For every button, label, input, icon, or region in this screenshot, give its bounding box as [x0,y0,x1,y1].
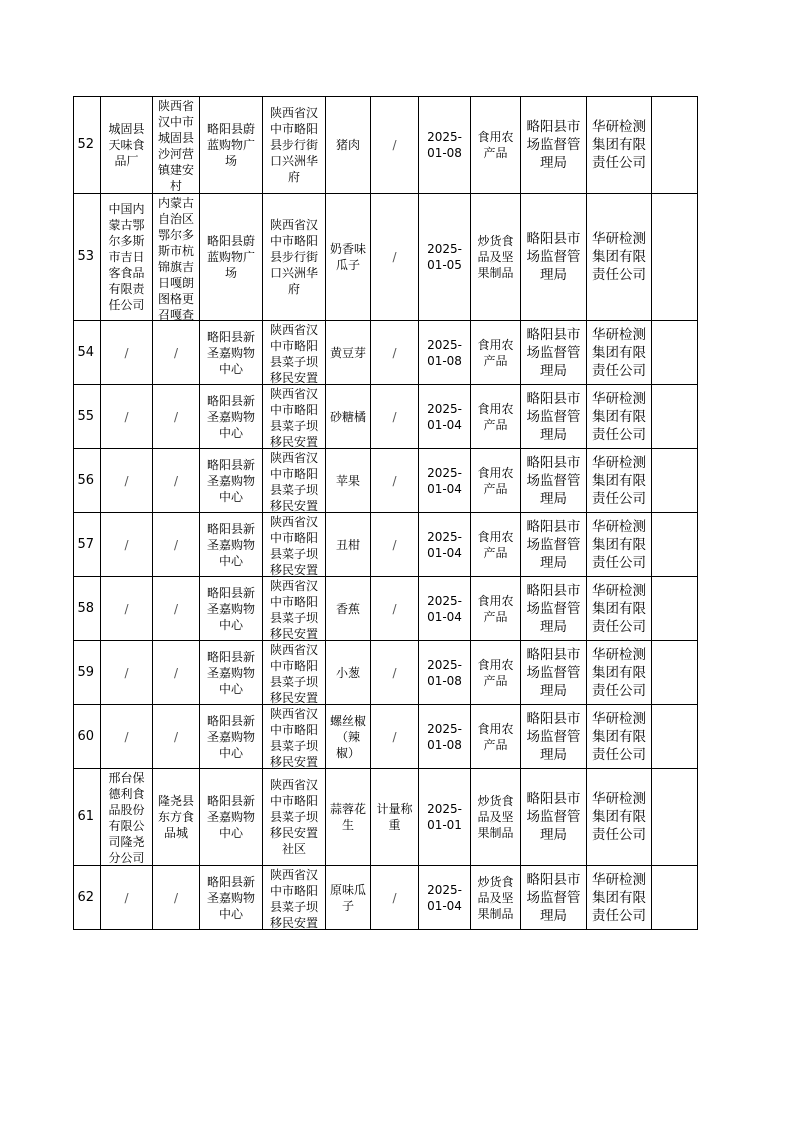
inspection-agency-cell: 华研检测集团有限责任公司 [587,97,652,194]
row-number-cell: 55 [74,385,101,449]
manufacturer-address-cell: / [153,705,200,769]
sampled-unit-address-cell: 陕西省汉中市略阳县菜子坝移民安置 [263,705,326,769]
sampled-unit-name-cell: 略阳县蔚蓝购物广场 [200,194,263,321]
manufacturer-address-cell: / [153,641,200,705]
sampled-unit-name-cell: 略阳县新圣嘉购物中心 [200,641,263,705]
sampled-unit-address-cell: 陕西省汉中市略阳县步行街口兴洲华府 [263,97,326,194]
row-number-cell: 61 [74,769,101,866]
specification-cell: / [371,97,419,194]
specification-cell: / [371,866,419,930]
table-row [74,513,698,577]
table-row [74,769,698,866]
sampled-unit-name-cell: 略阳县新圣嘉购物中心 [200,577,263,641]
specification-cell: 计量称重 [371,769,419,866]
food-category-cell: 食用农产品 [471,385,521,449]
inspection-agency-cell: 华研检测集团有限责任公司 [587,513,652,577]
food-category-cell: 食用农产品 [471,449,521,513]
task-source-cell: 略阳县市场监督管理局 [521,97,587,194]
sampling-table [73,96,698,930]
manufacturer-name-cell: / [101,385,153,449]
row-number-cell: 54 [74,321,101,385]
production-date-cell: 2025-01-08 [419,641,471,705]
manufacturer-name-cell: 中国内蒙古鄂尔多斯市吉日客食品有限责任公司 [101,194,153,321]
row-number-cell: 62 [74,866,101,930]
specification-cell: / [371,705,419,769]
inspection-agency-cell: 华研检测集团有限责任公司 [587,769,652,866]
sample-name-cell: 香蕉 [326,577,371,641]
table-body [74,97,698,930]
manufacturer-address-cell: / [153,577,200,641]
production-date-cell: 2025-01-01 [419,769,471,866]
specification-cell: / [371,513,419,577]
row-number-cell: 52 [74,97,101,194]
inspection-agency-cell: 华研检测集团有限责任公司 [587,449,652,513]
production-date-cell: 2025-01-05 [419,194,471,321]
production-date-cell: 2025-01-04 [419,577,471,641]
manufacturer-address-cell: / [153,866,200,930]
row-number-cell: 56 [74,449,101,513]
food-category-cell: 食用农产品 [471,641,521,705]
manufacturer-address-cell: / [153,449,200,513]
manufacturer-name-cell: 城固县天味食品厂 [101,97,153,194]
table-row [74,449,698,513]
sampled-unit-address-cell: 陕西省汉中市略阳县菜子坝移民安置社区 [263,769,326,866]
sampled-unit-address-cell: 陕西省汉中市略阳县菜子坝移民安置 [263,321,326,385]
manufacturer-name-cell: / [101,866,153,930]
sampled-unit-name-cell: 略阳县新圣嘉购物中心 [200,866,263,930]
task-source-cell: 略阳县市场监督管理局 [521,385,587,449]
sampled-unit-address-cell: 陕西省汉中市略阳县步行街口兴洲华府 [263,194,326,321]
manufacturer-address-cell: / [153,321,200,385]
production-date-cell: 2025-01-04 [419,513,471,577]
food-category-cell: 食用农产品 [471,513,521,577]
production-date-cell: 2025-01-08 [419,97,471,194]
task-source-cell: 略阳县市场监督管理局 [521,705,587,769]
sampled-unit-name-cell: 略阳县新圣嘉购物中心 [200,513,263,577]
sampled-unit-name-cell: 略阳县新圣嘉购物中心 [200,385,263,449]
sampled-unit-address-cell: 陕西省汉中市略阳县菜子坝移民安置 [263,513,326,577]
production-date-cell: 2025-01-04 [419,385,471,449]
table-row [74,866,698,930]
manufacturer-address-cell: 陕西省汉中市城固县沙河营镇建安村 [153,97,200,194]
inspection-agency-cell: 华研检测集团有限责任公司 [587,577,652,641]
food-category-cell: 食用农产品 [471,321,521,385]
food-category-cell: 炒货食品及坚果制品 [471,194,521,321]
table-row [74,577,698,641]
production-date-cell: 2025-01-08 [419,321,471,385]
sample-name-cell: 丑柑 [326,513,371,577]
sampled-unit-name-cell: 略阳县新圣嘉购物中心 [200,705,263,769]
table-row [74,385,698,449]
manufacturer-name-cell: / [101,321,153,385]
production-date-cell: 2025-01-04 [419,866,471,930]
sampled-unit-address-cell: 陕西省汉中市略阳县菜子坝移民安置 [263,577,326,641]
sample-name-cell: 黄豆芽 [326,321,371,385]
row-number-cell: 60 [74,705,101,769]
sample-name-cell: 螺丝椒（辣椒） [326,705,371,769]
task-source-cell: 略阳县市场监督管理局 [521,577,587,641]
manufacturer-name-cell: / [101,641,153,705]
food-category-cell: 炒货食品及坚果制品 [471,769,521,866]
inspection-agency-cell: 华研检测集团有限责任公司 [587,641,652,705]
row-number-cell: 58 [74,577,101,641]
sampled-unit-address-cell: 陕西省汉中市略阳县菜子坝移民安置 [263,866,326,930]
manufacturer-name-cell: / [101,513,153,577]
remarks-cell [652,705,698,769]
manufacturer-address-cell: 隆尧县东方食品城 [153,769,200,866]
task-source-cell: 略阳县市场监督管理局 [521,321,587,385]
sample-name-cell: 原味瓜子 [326,866,371,930]
remarks-cell [652,385,698,449]
remarks-cell [652,449,698,513]
task-source-cell: 略阳县市场监督管理局 [521,866,587,930]
sample-name-cell: 砂糖橘 [326,385,371,449]
manufacturer-name-cell: / [101,449,153,513]
sampled-unit-name-cell: 略阳县新圣嘉购物中心 [200,321,263,385]
sampled-unit-address-cell: 陕西省汉中市略阳县菜子坝移民安置 [263,449,326,513]
manufacturer-name-cell: 邢台保德利食品股份有限公司隆尧分公司 [101,769,153,866]
production-date-cell: 2025-01-04 [419,449,471,513]
sampled-unit-name-cell: 略阳县新圣嘉购物中心 [200,769,263,866]
inspection-agency-cell: 华研检测集团有限责任公司 [587,385,652,449]
manufacturer-address-cell: / [153,513,200,577]
specification-cell: / [371,641,419,705]
food-category-cell: 食用农产品 [471,705,521,769]
table-row [74,705,698,769]
row-number-cell: 59 [74,641,101,705]
specification-cell: / [371,385,419,449]
sampled-unit-name-cell: 略阳县蔚蓝购物广场 [200,97,263,194]
food-category-cell: 炒货食品及坚果制品 [471,866,521,930]
remarks-cell [652,194,698,321]
specification-cell: / [371,449,419,513]
table-row [74,321,698,385]
table-row [74,641,698,705]
remarks-cell [652,321,698,385]
remarks-cell [652,866,698,930]
remarks-cell [652,577,698,641]
remarks-cell [652,513,698,577]
manufacturer-address-cell: 内蒙古自治区鄂尔多斯市杭锦旗吉日嘎朗图格更召嘎查 [153,194,200,321]
food-category-cell: 食用农产品 [471,577,521,641]
remarks-cell [652,641,698,705]
sample-name-cell: 蒜蓉花生 [326,769,371,866]
table-row [74,97,698,194]
specification-cell: / [371,194,419,321]
task-source-cell: 略阳县市场监督管理局 [521,194,587,321]
sampled-unit-address-cell: 陕西省汉中市略阳县菜子坝移民安置 [263,641,326,705]
inspection-agency-cell: 华研检测集团有限责任公司 [587,194,652,321]
inspection-agency-cell: 华研检测集团有限责任公司 [587,705,652,769]
remarks-cell [652,97,698,194]
inspection-agency-cell: 华研检测集团有限责任公司 [587,866,652,930]
sample-name-cell: 小葱 [326,641,371,705]
sampled-unit-name-cell: 略阳县新圣嘉购物中心 [200,449,263,513]
food-category-cell: 食用农产品 [471,97,521,194]
task-source-cell: 略阳县市场监督管理局 [521,449,587,513]
manufacturer-name-cell: / [101,705,153,769]
manufacturer-name-cell: / [101,577,153,641]
specification-cell: / [371,321,419,385]
manufacturer-address-cell: / [153,385,200,449]
table-row [74,194,698,321]
inspection-agency-cell: 华研检测集团有限责任公司 [587,321,652,385]
sampled-unit-address-cell: 陕西省汉中市略阳县菜子坝移民安置 [263,385,326,449]
task-source-cell: 略阳县市场监督管理局 [521,641,587,705]
sample-name-cell: 苹果 [326,449,371,513]
row-number-cell: 53 [74,194,101,321]
sample-name-cell: 猪肉 [326,97,371,194]
row-number-cell: 57 [74,513,101,577]
task-source-cell: 略阳县市场监督管理局 [521,769,587,866]
specification-cell: / [371,577,419,641]
production-date-cell: 2025-01-08 [419,705,471,769]
remarks-cell [652,769,698,866]
task-source-cell: 略阳县市场监督管理局 [521,513,587,577]
sample-name-cell: 奶香味瓜子 [326,194,371,321]
